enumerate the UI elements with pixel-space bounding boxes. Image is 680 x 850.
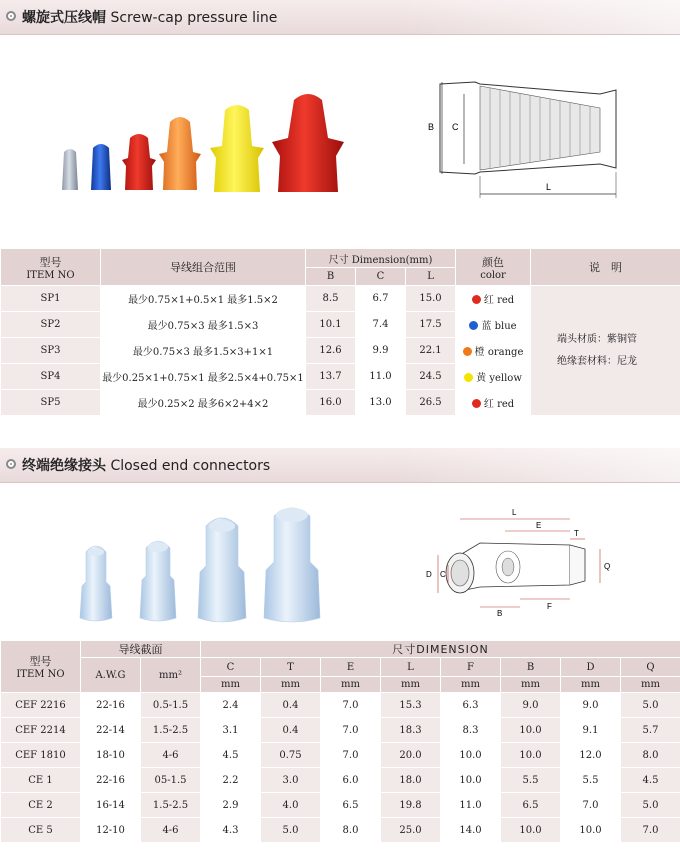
color-dot-icon [472,295,481,304]
bullet-icon [6,459,16,469]
dim-label-l: L [512,508,517,517]
header-color: 颜色 color [456,249,531,286]
dim-label-d: D [426,570,432,579]
section-title-zh: 螺旋式压线帽 [22,10,106,26]
header-mm2: mm² [141,658,201,693]
table-row: SP4 最少0.25×1+0.75×1 最多2.5×4+0.75×1 13.7 11.0 24.5 黄 yellow [1,364,680,390]
dim-label-e: E [536,521,542,530]
header-item-no: 型号 ITEM NO [1,641,81,693]
color-dot-icon [464,373,473,382]
header-dimension: 尺寸DIMENSION [201,641,680,658]
notes-cell: 端头材质：紫铜管 绝缘套材料：尼龙 [531,286,680,416]
screw-cap-dimension-diagram [420,72,640,212]
table-row: SP5 最少0.25×2 最多6×2+4×2 16.0 13.0 26.5 红 red [1,390,680,416]
dim-label-c: C [440,570,446,579]
table-row: CE 1 22-16 05-1.5 2.2 3.0 6.0 18.0 10.0 5.5 5.5 4.5 [1,768,680,793]
section-header-closed-end [0,448,680,483]
header-wire-range: 导线组合范围 [101,249,306,286]
table-row: CE 2 16-14 1.5-2.5 2.9 4.0 6.5 19.8 11.0 6.5 7.0 5.0 [1,793,680,818]
screw-cap-product-photo [40,80,370,200]
header-l: L [406,268,456,286]
dim-label-b: B [428,122,435,132]
section-title [22,455,270,475]
header-c: C [356,268,406,286]
table-row: CE 5 12-10 4-6 4.3 5.0 8.0 25.0 14.0 10.0 10.0 7.0 [1,818,680,843]
header-item-no: 型号 ITEM NO [1,249,101,286]
color-dot-icon [463,347,472,356]
dim-label-t: T [574,529,579,538]
closed-end-dimension-diagram [420,495,630,620]
header-awg: A.W.G [81,658,141,693]
section-title-zh: 终端绝缘接头 [22,458,106,474]
section-title-en: Screw-cap pressure line [110,10,278,26]
section-header-screw-cap [0,0,680,35]
color-dot-icon [472,399,481,408]
table-row: CEF 2214 22-14 1.5-2.5 3.1 0.4 7.0 18.3 8.3 10.0 9.1 5.7 [1,718,680,743]
dim-label-c: C [452,122,459,132]
dim-label-q: Q [604,562,611,571]
header-notes: 说 明 [531,249,680,286]
screw-cap-spec-table [0,248,680,416]
table-row: SP1 最少0.75×1+0.5×1 最多1.5×2 8.5 6.7 15.0 红 red 端头材质：紫铜管 绝缘套材料：尼龙 [1,286,680,312]
section-title-en: Closed end connectors [110,458,271,474]
closed-end-connector-photo [70,500,340,625]
section-title [22,7,277,27]
header-dimension: 尺寸 Dimension(mm) [306,249,456,268]
bullet-icon [6,11,16,21]
closed-end-spec-table: 型号 ITEM NO 导线截面 尺寸DIMENSION A.W.G mm² C T E L F B D Q mm mm mm mm mm mm mm mm CEF 2216 22-16 0.5-1.5 2.4 0.4 7.0 15.3 6.3 9.0 9.0 5.0 CEF 2214 22-14 1.5-2.5 3.1 0.4 7.0 18.3 8.3 10.0 9.1 5.7 CEF 1810 18-10 4-6 4.5 0.75 7.0 20.0 10.0 10.0 12.0 8.0 CE 1 22-16 05-1.5 2.2 3.0 6.0 18.0 10.0 5.5 5.5 4.5 CE 2 16-14 1.5-2.5 2.9 4.0 6.5 19.8 11.0 6.5 7.0 5.0 CE 5 12-10 4-6 4.3 5.0 8.0 25.0 14.0 10.0 10.0 7.0 [0,640,680,843]
dim-label-b: B [497,609,503,618]
header-b: B [306,268,356,286]
header-wire-section: 导线截面 [81,641,201,658]
table-row: SP3 最少0.75×3 最多1.5×3+1×1 12.6 9.9 22.1 橙 orange [1,338,680,364]
table-row: SP2 最少0.75×3 最多1.5×3 10.1 7.4 17.5 蓝 blue [1,312,680,338]
dim-label-f: F [547,602,552,611]
table-row: CEF 1810 18-10 4-6 4.5 0.75 7.0 20.0 10.0 10.0 12.0 8.0 [1,743,680,768]
dim-label-l: L [546,182,552,192]
color-dot-icon [469,321,478,330]
table-row: CEF 2216 22-16 0.5-1.5 2.4 0.4 7.0 15.3 6.3 9.0 9.0 5.0 [1,693,680,718]
